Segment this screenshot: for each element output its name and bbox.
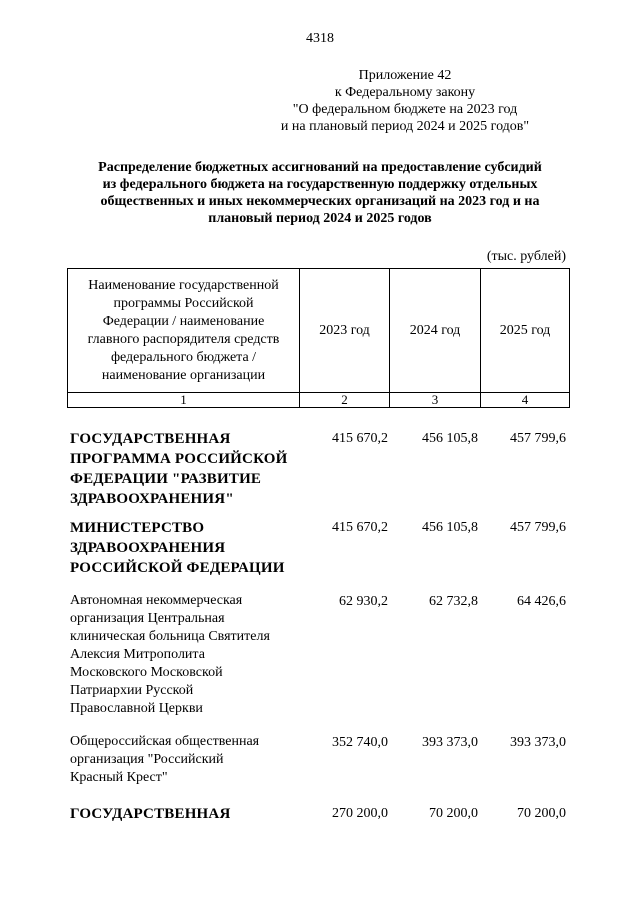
header-2024: 2024 год [390, 269, 481, 393]
value-2023: 270 200,0 [332, 806, 388, 821]
header-row [68, 269, 570, 393]
header-name-line: федерального бюджета / [110, 349, 257, 365]
column-number: 3 [390, 393, 481, 408]
value-2024: 456 105,8 [422, 520, 478, 535]
header-name-line: Федерации / наименование [102, 313, 265, 329]
column-number: 2 [300, 393, 390, 408]
appendix-line: и на плановый период 2024 и 2025 годов" [280, 119, 530, 134]
row-name-line: организация Центральная [70, 611, 225, 626]
value-2025: 457 799,6 [510, 431, 566, 446]
appendix-line: "О федеральном бюджете на 2023 год [292, 102, 518, 117]
title-line: из федерального бюджета на государственную поддержку отдельных [102, 177, 538, 192]
row-name-line: Общероссийская общественная [70, 734, 260, 749]
header-name-line: наименование организации [101, 367, 266, 383]
row-name [70, 592, 315, 718]
row-name-line: Православной Церкви [70, 701, 203, 716]
appendix-line: к Федеральному закону [334, 85, 476, 100]
value-2023: 415 670,2 [332, 520, 388, 535]
row-name-line: Красный Крест" [70, 770, 168, 785]
column-number: 4 [481, 393, 570, 408]
row-name-line: Автономная некоммерческая [70, 593, 243, 608]
title-line: плановый период 2024 и 2025 годов [208, 211, 432, 226]
row-name [70, 518, 315, 578]
table-header [67, 268, 570, 408]
appendix-line: Приложение 42 [358, 68, 452, 83]
row-name-line: Патриархии Русской [70, 683, 194, 698]
value-2025: 70 200,0 [517, 806, 566, 821]
row-name-line: МИНИСТЕРСТВО [70, 520, 205, 536]
row-name-line: ГОСУДАРСТВЕННАЯ [70, 806, 231, 822]
value-2024: 456 105,8 [422, 431, 478, 446]
row-name-line: ФЕДЕРАЦИИ "РАЗВИТИЕ [70, 471, 262, 487]
row-name-line: Московского Московской [70, 665, 223, 680]
header-2023: 2023 год [300, 269, 390, 393]
header-name-line: главного распорядителя средств [87, 331, 280, 347]
row-name-line: ЗДРАВООХРАНЕНИЯ [70, 540, 226, 556]
title-line: общественных и иных некоммерческих организаций на 2023 год и на [100, 194, 540, 209]
header-name-line: программы Российской [113, 295, 254, 311]
value-2024: 62 732,8 [429, 594, 478, 609]
header-2025: 2025 год [481, 269, 570, 393]
page-number: 4318 [306, 31, 334, 46]
appendix-reference [250, 67, 560, 135]
header-name-line: Наименование государственной [88, 277, 279, 293]
value-2023: 415 670,2 [332, 431, 388, 446]
row-name-line: ЗДРАВООХРАНЕНИЯ" [70, 491, 234, 507]
value-2025: 64 426,6 [517, 594, 566, 609]
units-label: (тыс. рублей) [486, 249, 566, 264]
column-number-row [68, 393, 570, 408]
row-name [70, 733, 315, 787]
value-2025: 457 799,6 [510, 520, 566, 535]
row-name-line: ГОСУДАРСТВЕННАЯ [70, 431, 231, 447]
value-2024: 70 200,0 [429, 806, 478, 821]
value-2024: 393 373,0 [422, 735, 478, 750]
header-name-cell [68, 269, 300, 393]
value-2023: 352 740,0 [332, 735, 388, 750]
row-name-line: организация "Российский [70, 752, 224, 767]
column-number: 1 [68, 393, 300, 408]
row-name [70, 429, 315, 509]
row-name-line: Алексия Митрополита [70, 647, 205, 662]
row-name-line: РОССИЙСКОЙ ФЕДЕРАЦИИ [70, 560, 285, 576]
value-2025: 393 373,0 [510, 735, 566, 750]
document-title [60, 159, 580, 227]
row-name [70, 804, 315, 824]
title-line: Распределение бюджетных ассигнований на предоставление субсидий [98, 160, 542, 175]
row-name-line: ПРОГРАММА РОССИЙСКОЙ [70, 451, 288, 467]
value-2023: 62 930,2 [339, 594, 388, 609]
row-name-line: клиническая больница Святителя [70, 629, 270, 644]
